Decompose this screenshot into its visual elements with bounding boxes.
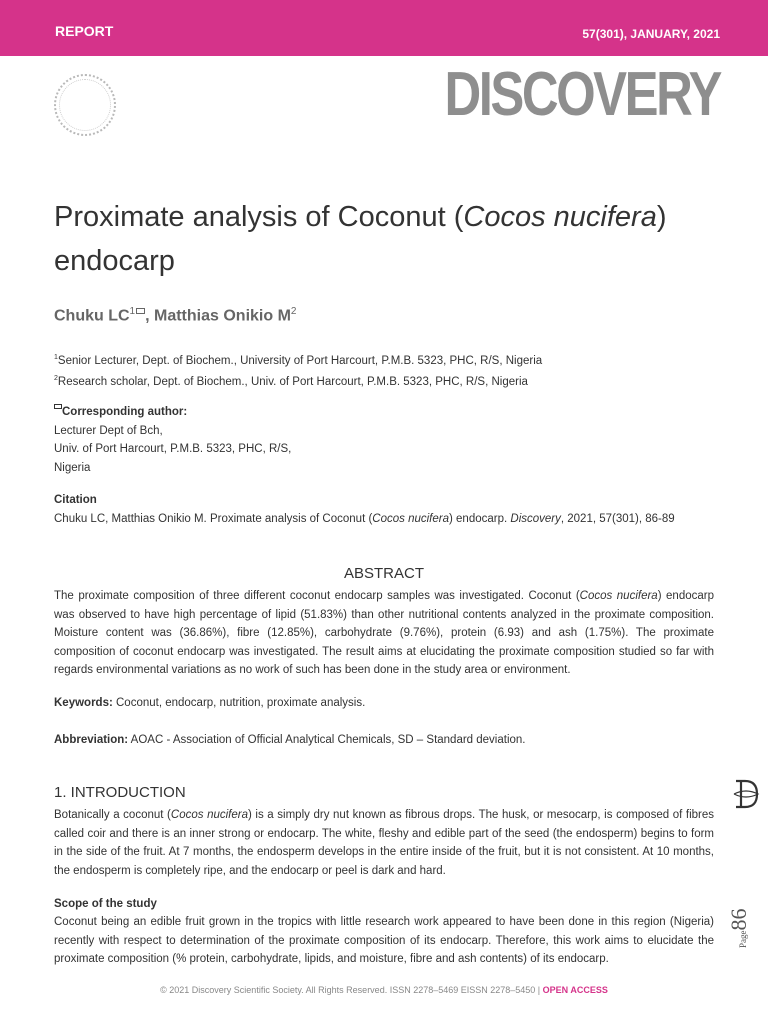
scope-text: Coconut being an edible fruit grown in the tropics with little research work appeared to have been done in this region (Nigeria) recently with respect to determination of the proximate composition of its endocarp. Therefore, this work aims to elucidate the proximate composition (% protein, carbohydrate, lipids, and moisture, fibre and ash contents) of its endocarp.	[54, 916, 714, 965]
envelope-icon	[54, 404, 62, 409]
scope-heading: Scope of the study	[54, 898, 157, 910]
header-bar	[0, 0, 768, 56]
abstract-text: The proximate composition of three different coconut endocarp samples was investigated. Coconut (Cocos nucifera) endocarp was observed to have high percentage of lipid (51.83%) than other nutritional contents analyzed in the proximate composition. Moisture content was (36.86%), fibre (12.85%), carbohydrate (9.76%), protein (6.93) and ash (1.75%). The proximate composition of coconut endocarp was investigated. The result aims at elucidating the proximate composition studied so far with regards environmental variations as no work of such has been done in the study area or environment.	[54, 590, 714, 676]
keywords: Keywords: Coconut, endocarp, nutrition, proximate analysis.	[54, 697, 366, 709]
discovery-logo-icon	[732, 778, 760, 810]
abbreviations: Abbreviation: AOAC - Association of Official Analytical Chemicals, SD – Standard deviation.	[54, 734, 526, 746]
section-label: REPORT	[55, 23, 114, 39]
citation-block	[54, 491, 714, 528]
affiliation-2: $^2$Research scholar, Dept. of Biochem., Univ. of Port Harcourt, P.M.B. 5323, PHC, R/S, Nigeria	[54, 375, 528, 389]
open-access-label: OPEN ACCESS	[542, 985, 608, 995]
citation-heading: Citation	[54, 494, 97, 506]
issue-label: 57(301), JANUARY, 2021	[582, 27, 720, 41]
mail-icon	[136, 308, 145, 314]
introduction-heading: 1. INTRODUCTION	[54, 784, 186, 801]
abstract-heading: ABSTRACT	[343, 565, 424, 582]
footer: © 2021 Discovery Scientific Society. All Rights Reserved. ISSN 2278–5469 EISSN 2278–5450 | OPEN ACCESS	[160, 985, 608, 995]
citation-text: Chuku LC, Matthias Onikio M. Proximate analysis of Coconut (Cocos nucifera) endocarp. Discovery, 2021, 57(301), 86-89	[54, 512, 675, 525]
author-2: Matthias Onikio M	[154, 307, 291, 325]
article-title: Proximate analysis of Coconut (Cocos nucifera) endocarp	[54, 201, 667, 277]
affiliation-1: $^1$Senior Lecturer, Dept. of Biochem., University of Port Harcourt, P.M.B. 5323, PHC, R/S, Nigeria	[54, 354, 543, 367]
page-number: Page86	[726, 908, 751, 948]
seal-emblem	[54, 74, 116, 136]
introduction-text: Botanically a coconut (Cocos nucifera) is a simply dry nut known as fibrous drops. The husk, or mesocarp, is composed of fibres called coir and there is an inner strong or endocarp. The white, fleshy and edible part of the seed (the endosperm) begins to form in the side of the fruit. At 7 months, the endosperm develops in the entire inside of the fruit, but it is not consistent. At 10 months, the endosperm is completely ripe, and the endocarp or peel is dark and hard.	[54, 809, 715, 877]
journal-name: DISCOVERY	[444, 60, 720, 129]
author-1: Chuku LC	[54, 307, 130, 325]
author-list: Chuku $LC^1$ , Matthias Onikio $M^2$	[54, 306, 297, 325]
affiliations	[54, 349, 714, 392]
corresponding-author: Corresponding author: Lecturer Dept of Bch, Univ. of Port Harcourt, P.M.B. 5323, PHC, R/S, Nigeria	[54, 406, 292, 474]
